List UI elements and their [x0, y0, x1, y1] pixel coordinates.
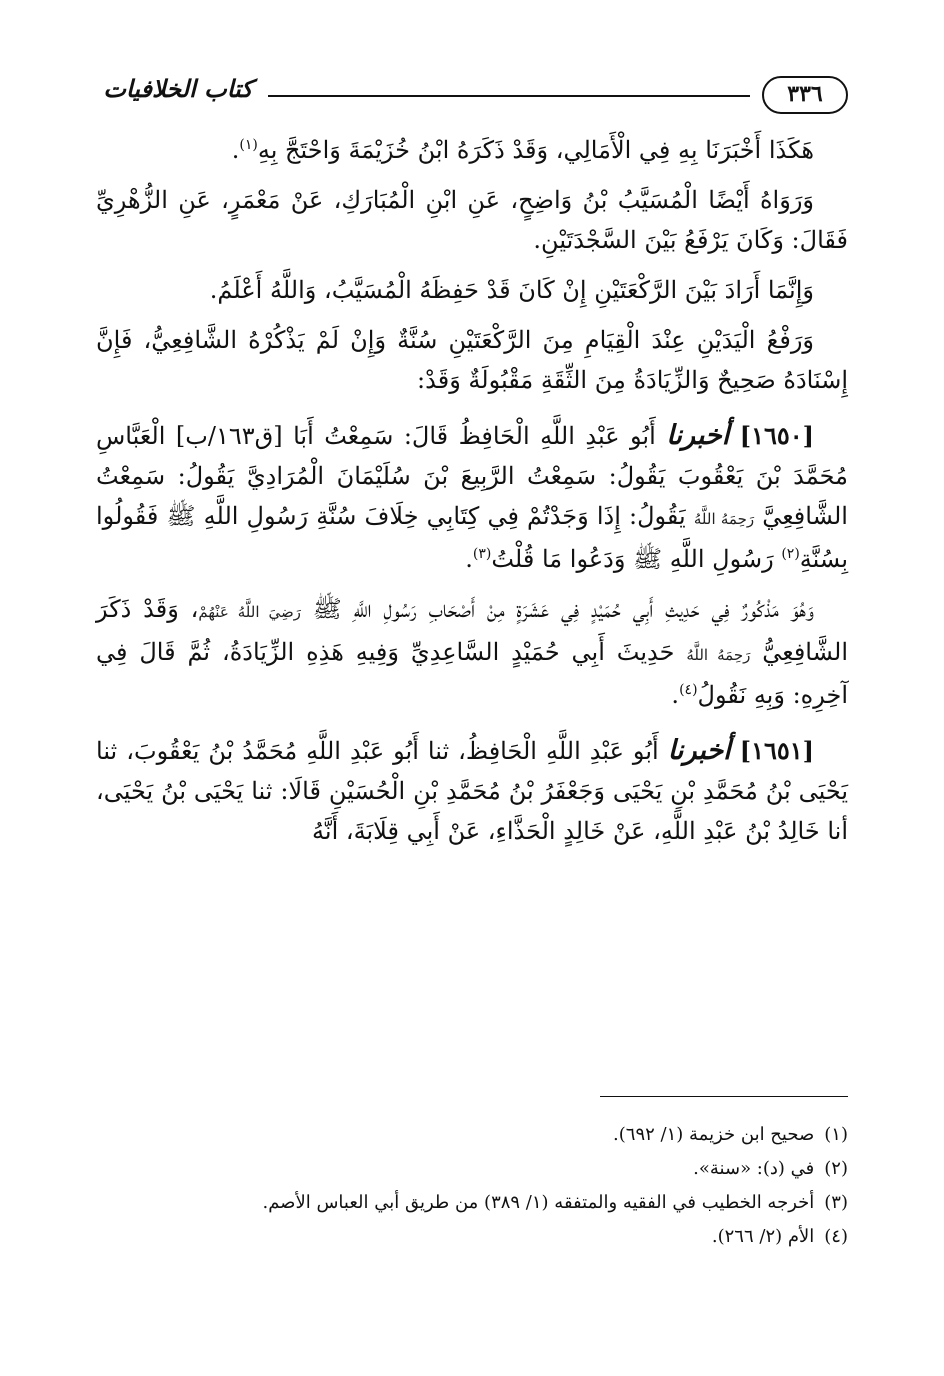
- paragraph-2: وَرَوَاهُ أَيْضًا الْمُسَيَّبُ بْنُ وَاضِحٍ، عَنِ ابْنِ الْمُبَارَكِ، عَنْ مَعْمَرٍ، عَنِ الزُّهْرِيِّ فَقَالَ: وَكَانَ يَرْفَعُ بَيْنَ السَّجْدَتَيْنِ.: [96, 186, 848, 254]
- footnote-ref-1: (١): [239, 137, 258, 153]
- hadith-text: أَبُو عَبْدِ اللَّهِ الْحَافِظُ قَالَ: سَمِعْتُ أَبَا: [293, 422, 656, 450]
- paragraph-1: [96, 130, 848, 170]
- akhbarana-label: أخبرنا: [666, 420, 730, 451]
- radiallahu-symbol: رَضِيَ اللَّهُ عَنْهُمْ: [198, 603, 301, 621]
- paragraph-text: حَدِيثَ أَبِي حُمَيْدٍ السَّاعِدِيِّ وَفِيهِ هَذِهِ الزِّيَادَةُ، ثُمَّ قَالَ فِي آخِرِهِ: وَبِهِ نَقُولُ: [96, 638, 848, 709]
- paragraph-text: هَكَذَا أَخْبَرَنَا بِهِ فِي الْأَمَالِي، وَقَدْ ذَكَرَهُ ابْنُ خُزَيْمَةَ وَاحْتَجَّ بِهِ: [257, 136, 814, 164]
- hadith-number: [١٦٥١]: [739, 736, 814, 765]
- page-number: ٣٣٦: [762, 76, 848, 114]
- akhbarana-label: أخبرنا: [667, 735, 731, 766]
- salawat-symbol: ﷺ: [166, 502, 196, 530]
- footnote-ref-2: (٢): [781, 546, 800, 562]
- footnote-1: [96, 1118, 848, 1152]
- salawat-symbol: ﷺ: [633, 545, 663, 573]
- salawat-symbol: ﷺ: [312, 595, 342, 623]
- folio-marker: [ق١٦٣/ب]: [175, 422, 283, 450]
- full-stop: .: [671, 681, 680, 709]
- footnote-3: [96, 1186, 848, 1220]
- book-title: كتاب الخلافيات: [103, 74, 253, 103]
- footnote-separator: [600, 1096, 848, 1097]
- header-rule: [268, 95, 750, 97]
- footnote-number: (٤): [824, 1226, 848, 1247]
- footnote-number: (١): [824, 1124, 848, 1145]
- paragraph-text: ، وَقَدْ ذَكَرَ الشَّافِعِيُّ: [96, 595, 848, 666]
- paragraph-6: [96, 589, 848, 715]
- footnote-number: (٢): [824, 1158, 848, 1179]
- full-stop: .: [231, 136, 240, 164]
- footnotes: [96, 1118, 848, 1254]
- hadith-text: فَقُولُوا بِسُنَّةِ: [96, 502, 848, 573]
- paragraph-3: وَإِنَّمَا أَرَادَ بَيْنَ الرَّكْعَتَيْنِ إِنْ كَانَ قَدْ حَفِظَهُ الْمُسَيَّبُ، وَاللَّهُ أَعْلَمُ.: [209, 276, 814, 304]
- hadith-text: وَدَعُوا مَا قُلْتُ: [491, 545, 626, 573]
- footnote-text: صحيح ابن خزيمة (١/ ٦٩٢).: [613, 1124, 815, 1145]
- rahimahullah-symbol: رَحِمَهُ اللَّهُ: [693, 510, 755, 528]
- hadith-1650: [96, 416, 848, 579]
- footnote-text: في (د): «سنة».: [693, 1158, 815, 1179]
- book-page: [96, 62, 848, 1302]
- paragraph-4: وَرَفْعُ الْيَدَيْنِ عِنْدَ الْقِيَامِ مِنَ الرَّكْعَتَيْنِ سُنَّةٌ وَإِنْ لَمْ يَذْكُرْهُ الشَّافِعِيُّ، فَإِنَّ إِسْنَادَهُ صَحِيحٌ وَالزِّيَادَةُ مِنَ الثِّقَةِ مَقْبُولَةٌ وَقَدْ:: [96, 326, 848, 394]
- hadith-text: رَسُولِ اللَّهِ: [669, 545, 774, 573]
- footnote-number: (٣): [824, 1192, 848, 1213]
- footnote-ref-4: (٤): [679, 682, 698, 698]
- main-text: [96, 130, 848, 861]
- hadith-text: الْعَبَّاسِ مُحَمَّدَ بْنَ يَعْقُوبَ يَقُولُ: سَمِعْتُ الرَّبِيعَ بْنَ سُلَيْمَانَ الْمُرَادِيَّ يَقُولُ: سَمِعْتُ الشَّافِعِيَّ: [96, 422, 848, 530]
- hadith-text: يَقُولُ: إِذَا وَجَدْتُمْ فِي كِتَابِي خِلَافَ سُنَّةِ رَسُولِ اللَّهِ: [203, 502, 686, 530]
- hadith-text: أَبُو عَبْدِ اللَّهِ الْحَافِظُ، ثنا أَبُو عَبْدِ اللَّهِ مُحَمَّدُ بْنُ يَعْقُوبَ، ثنا يَحْيَى بْنُ مُحَمَّدِ بْنِ يَحْيَى وَجَعْفَرُ بْنُ مُحَمَّدِ بْنِ الْحُسَيْنِ قَالَا: ثنا يَحْيَى بْنُ يَحْيَى، أنا خَالِدُ بْنُ عَبْدِ اللَّهِ، عَنْ خَالِدٍ الْحَذَّاءِ، عَنْ أَبِي قِلَابَةَ، أَنَّهُ: [96, 737, 848, 845]
- footnote-text: أخرجه الخطيب في الفقيه والمتفقه (١/ ٣٨٩) من طريق أبي العباس الأصم.: [262, 1192, 815, 1213]
- full-stop: .: [465, 545, 473, 573]
- paragraph-text: وَهُوَ مَذْكُورٌ فِي حَدِيثِ أَبِي حُمَيْدٍ فِي عَشَرَةٍ مِنْ أَصْحَابِ رَسُولِ اللَّهِ: [353, 595, 814, 623]
- hadith-number: [١٦٥٠]: [739, 421, 814, 450]
- rahimahullah-symbol: رَحِمَهُ اللَّهُ: [686, 646, 751, 664]
- footnote-ref-3: (٣): [472, 546, 492, 562]
- page-header: [96, 62, 848, 124]
- hadith-1651: [96, 731, 848, 851]
- footnote-2: [96, 1152, 848, 1186]
- footnote-4: [96, 1220, 848, 1254]
- footnote-text: الأم (٢/ ٢٦٦).: [711, 1226, 815, 1247]
